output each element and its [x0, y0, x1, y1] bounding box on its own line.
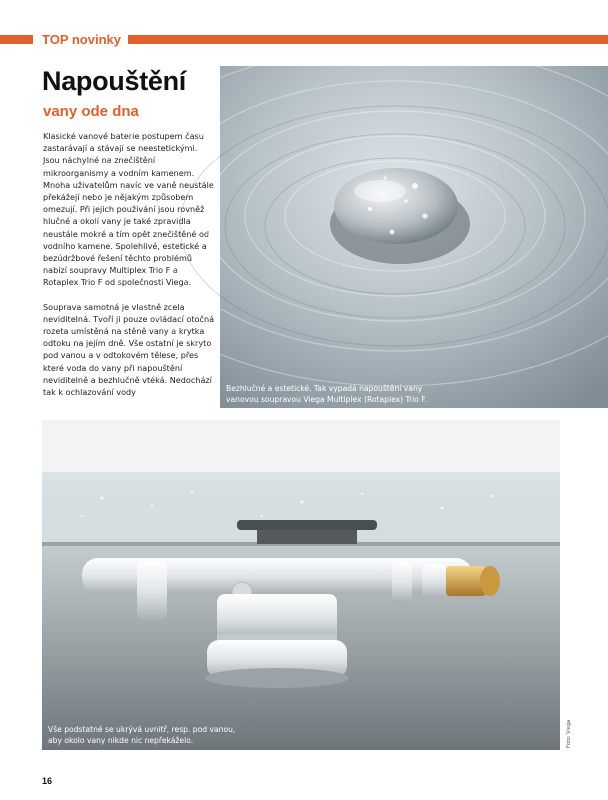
- drain-assembly-illustration: [42, 420, 560, 750]
- drain-assembly-photo: [42, 420, 560, 750]
- section-label: TOP novinky: [42, 32, 121, 47]
- article-paragraph: Souprava samotná je vlastně zcela neviditelná. Tvoří ji pouze ovládací otočná rozeta umístěná na stěně vany a krytka odtoku na jejím dně. Vše ostatní je skryto pod vanou a v odtokovém tělese, přes které voda do vany při napouštění neviditelně a bezhlučně vtéká. Nedochází tak k ochlazování vody: [43, 301, 215, 398]
- photo-credit: Foto: Viega: [566, 719, 572, 748]
- section-bar-left: [0, 35, 33, 44]
- page-number: 16: [42, 776, 53, 786]
- top-photo-caption: Bezhlučné a estetické. Tak vypadá napouštění vany vanovou soupravou Viega Multiplex (Rotaplex) Trio F.: [226, 384, 427, 404]
- article-paragraph: Klasické vanové baterie postupem času zastarávají a stávají se neestetickými. Jsou náchylné na znečištění mikroorganismy a vodním kamenem. Mnoha uživatelům navíc ve vaně neustále překážejí nebo je nějakým způsobem omezují. Při jejich používání jsou rovněž hlučné a okolí vany je také zpravidla neustále mokré a tím opět znečištěné od vodního kamene. Spolehlivé, estetické a bezúdržbové řešení těchto problémů nabízí soupravy Multiplex Trio F a Rotaplex Trio F od společnosti Viega.: [43, 131, 214, 288]
- section-bar-right: [128, 35, 608, 44]
- article-subtitle: vany ode dna: [43, 103, 139, 120]
- bottom-photo-caption: Vše podstatné se ukrývá uvnitř, resp. pod vanou, aby okolo vany nikde nic nepřekáželo.: [48, 725, 236, 745]
- drain-cover-illustration: [220, 66, 608, 408]
- drain-cover-photo: [220, 66, 608, 408]
- article-body: [43, 130, 215, 398]
- article-title: Napouštění: [42, 66, 187, 96]
